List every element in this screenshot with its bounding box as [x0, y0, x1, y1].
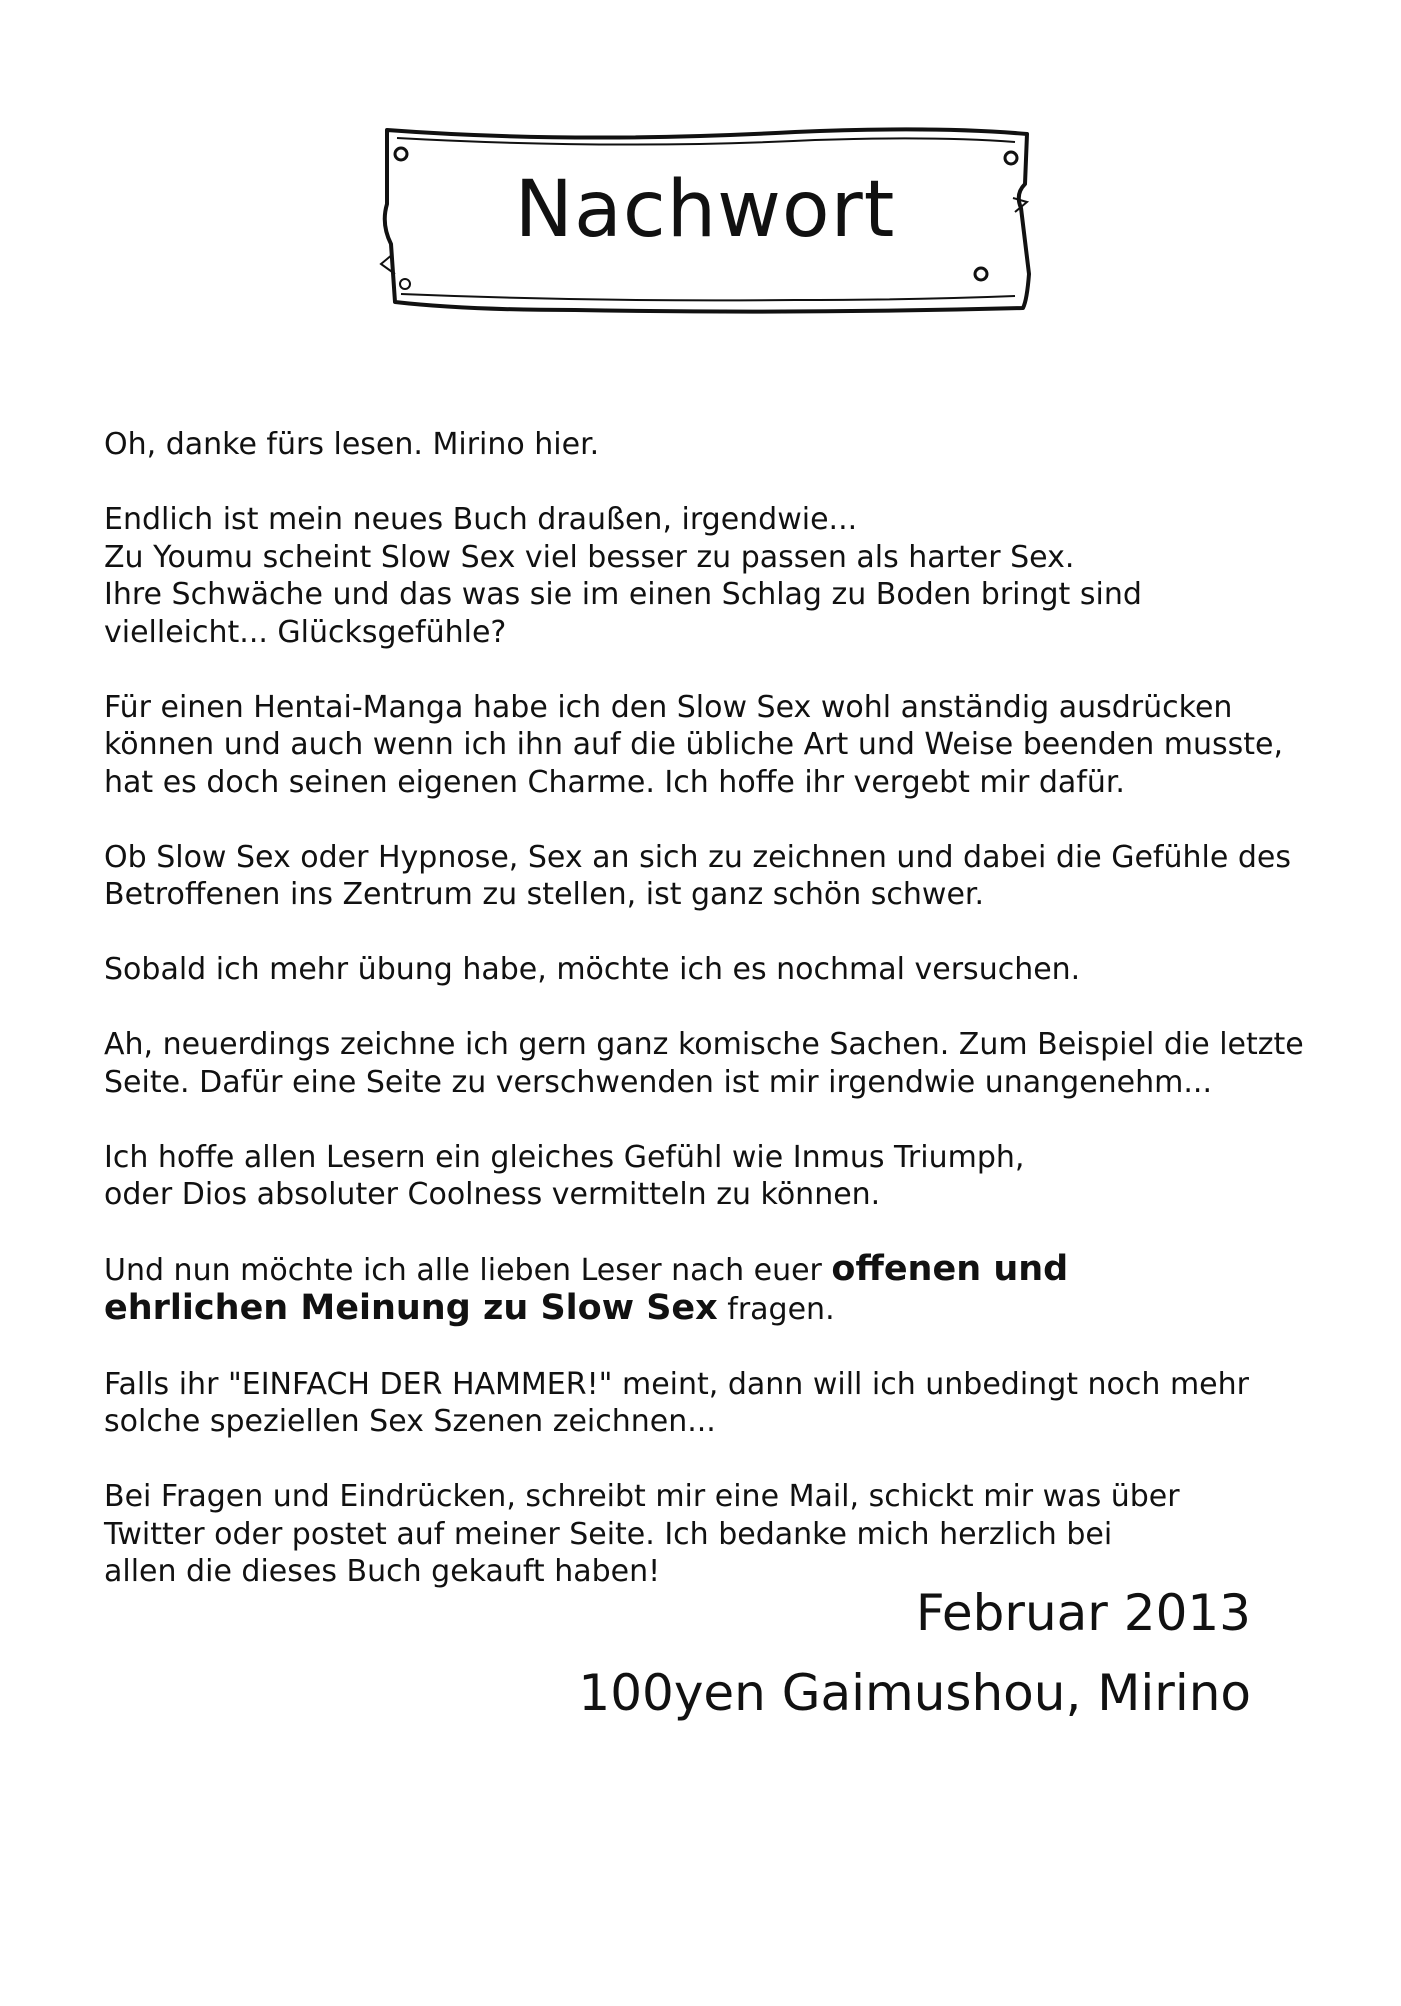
emphasis-paragraph: [104, 1251, 1294, 1328]
emphasis-highlight: ehrlichen Meinung zu Slow Sex: [104, 1287, 718, 1328]
text-line: können und auch wenn ich ihn auf die übliche Art und Weise beenden musste,: [104, 727, 1284, 762]
paragraph: [104, 1366, 1294, 1441]
text-line: Twitter oder postet auf meiner Seite. Ich bedanke mich herzlich bei: [104, 1516, 1113, 1552]
paragraph: [104, 951, 1294, 989]
text-line: Sobald ich mehr übung habe, möchte ich es nochmal versuchen.: [104, 952, 1081, 987]
paragraph: [104, 426, 1294, 464]
text-line: Ob Slow Sex oder Hypnose, Sex an sich zu zeichnen und dabei die Gefühle des: [104, 839, 1291, 875]
signature-date: Februar 2013: [915, 1584, 1251, 1642]
emphasis-lead: Und nun möchte ich alle lieben Leser nach euer: [104, 1253, 832, 1288]
text-line: Ich hoffe allen Lesern ein gleiches Gefühl wie Inmus Triumph,: [104, 1139, 1025, 1175]
paragraph: [104, 501, 1294, 651]
text-line: Seite. Dafür eine Seite zu verschwenden ist mir irgendwie unangenehm...: [104, 1064, 1212, 1100]
text-line: hat es doch seinen eigenen Charme. Ich hoffe ihr vergebt mir dafür.: [104, 764, 1125, 800]
text-line: vielleicht... Glücksgefühle?: [104, 614, 507, 650]
emphasis-tail: fragen.: [717, 1291, 835, 1327]
text-line: oder Dios absoluter Coolness vermitteln zu können.: [104, 1177, 881, 1212]
paragraph: [104, 839, 1294, 914]
text-line: Falls ihr "EINFACH DER HAMMER!" meint, dann will ich unbedingt noch mehr: [104, 1366, 1249, 1402]
paragraph: [104, 1026, 1304, 1101]
text-line: Bei Fragen und Eindrücken, schreibt mir eine Mail, schickt mir was über: [104, 1479, 1180, 1514]
paragraph: [104, 1139, 1294, 1214]
text-line: Betroffenen ins Zentrum zu stellen, ist ganz schön schwer.: [104, 877, 985, 912]
body-text: [104, 426, 1304, 1628]
emphasis-highlight: offenen und: [831, 1249, 1069, 1289]
page-title: Nachwort: [514, 165, 896, 255]
paragraph: [104, 689, 1294, 802]
text-line: [104, 1251, 1294, 1290]
text-line: Oh, danke fürs lesen. Mirino hier.: [104, 427, 600, 462]
text-line: Endlich ist mein neues Buch draußen, irgendwie...: [104, 502, 858, 537]
text-line: Ihre Schwäche und das was sie im einen Schlag zu Boden bringt sind: [104, 577, 1142, 612]
text-line: [104, 1287, 1294, 1329]
paragraph: [104, 1478, 1294, 1591]
text-line: Zu Youmu scheint Slow Sex viel besser zu passen als harter Sex.: [104, 539, 1075, 575]
text-line: allen die dieses Buch gekauft haben!: [104, 1554, 661, 1589]
text-line: Ah, neuerdings zeichne ich gern ganz komische Sachen. Zum Beispiel die letzte: [104, 1027, 1304, 1062]
text-line: Für einen Hentai-Manga habe ich den Slow Sex wohl anständig ausdrücken: [104, 689, 1233, 725]
text-line: solche speziellen Sex Szenen zeichnen...: [104, 1404, 716, 1439]
signature-author: 100yen Gaimushou, Mirino: [578, 1664, 1251, 1722]
